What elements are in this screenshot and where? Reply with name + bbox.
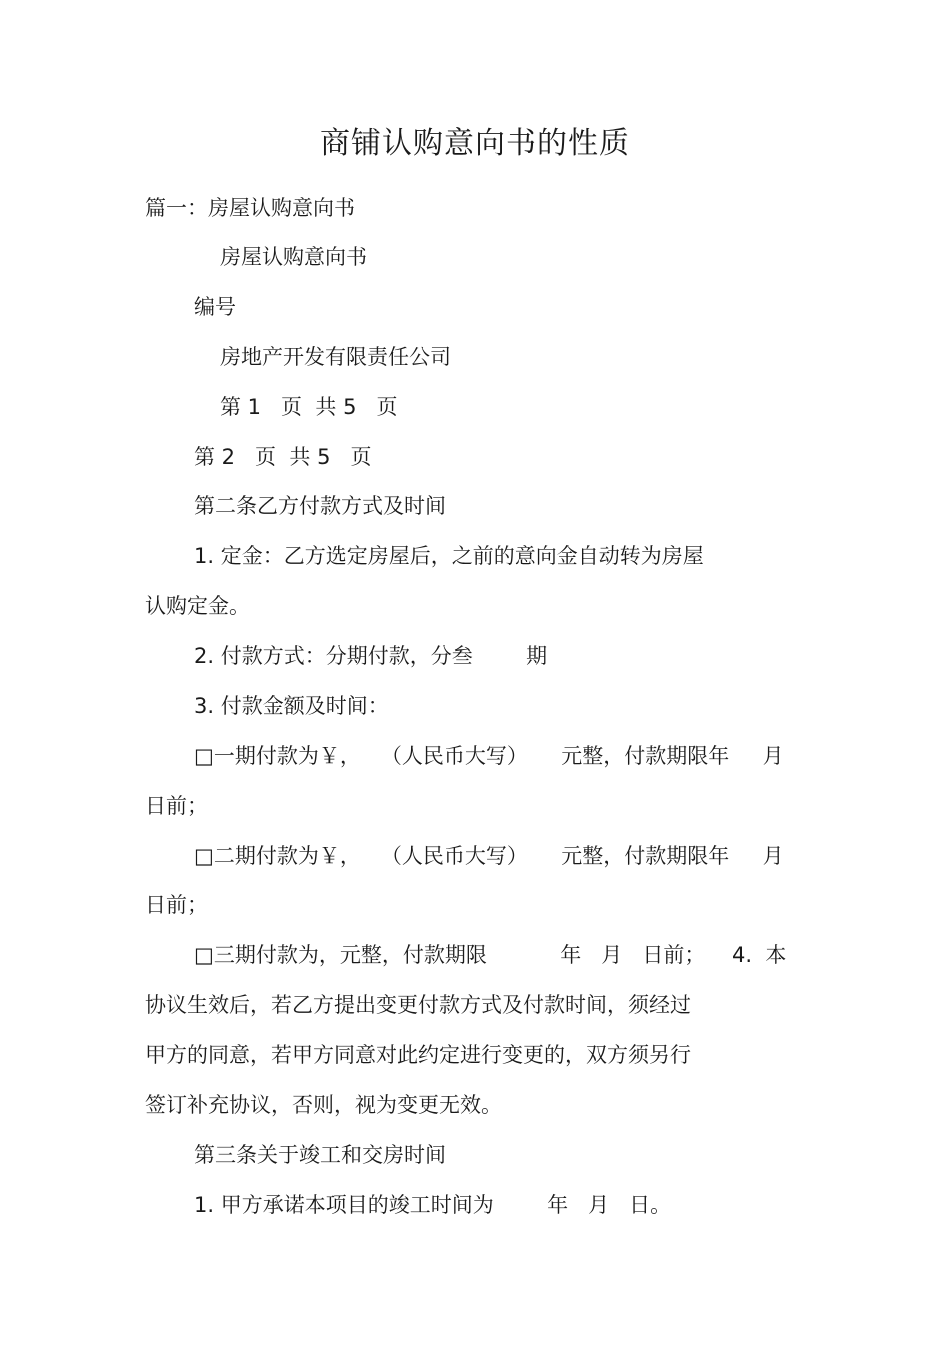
paragraph-line: 日前；	[145, 794, 208, 818]
paragraph-line: 3. 付款金额及时间：	[194, 694, 389, 718]
paragraph-line: 日前；	[145, 893, 208, 917]
checkbox-line-installment-3: □三期付款为，元整，付款期限 年 月 日前； 4. 本	[194, 943, 787, 967]
article-three-heading: 第三条关于竣工和交房时间	[194, 1143, 446, 1167]
page-indicator-2: 第 2 页 共 5 页	[194, 445, 372, 469]
article-two-heading: 第二条乙方付款方式及时间	[194, 494, 446, 518]
paragraph-line: 1. 甲方承诺本项目的竣工时间为 年 月 日。	[194, 1193, 672, 1217]
paragraph-line: 2. 付款方式：分期付款，分叁 期	[194, 644, 548, 668]
checkbox-line-installment-1: □一期付款为￥， （人民币大写） 元整，付款期限年 月	[194, 744, 784, 768]
checkbox-line-installment-2: □二期付款为￥， （人民币大写） 元整，付款期限年 月	[194, 844, 784, 868]
page-indicator-1: 第 1 页 共 5 页	[220, 395, 398, 419]
paragraph-line: 甲方的同意，若甲方同意对此约定进行变更的，双方须另行	[145, 1043, 691, 1067]
paragraph-line: 协议生效后，若乙方提出变更付款方式及付款时间，须经过	[145, 993, 691, 1017]
company-name-line: 房地产开发有限责任公司	[220, 345, 451, 369]
paragraph-line: 认购定金。	[145, 594, 250, 618]
paragraph-line: 签订补充协议，否则，视为变更无效。	[145, 1093, 502, 1117]
number-label: 编号	[194, 295, 236, 319]
document-title: 商铺认购意向书的性质	[320, 126, 630, 161]
paragraph-line: 1. 定金：乙方选定房屋后，之前的意向金自动转为房屋	[194, 544, 704, 568]
section-heading-part-one: 篇一：房屋认购意向书	[145, 196, 355, 220]
subtitle-line: 房屋认购意向书	[220, 245, 367, 269]
